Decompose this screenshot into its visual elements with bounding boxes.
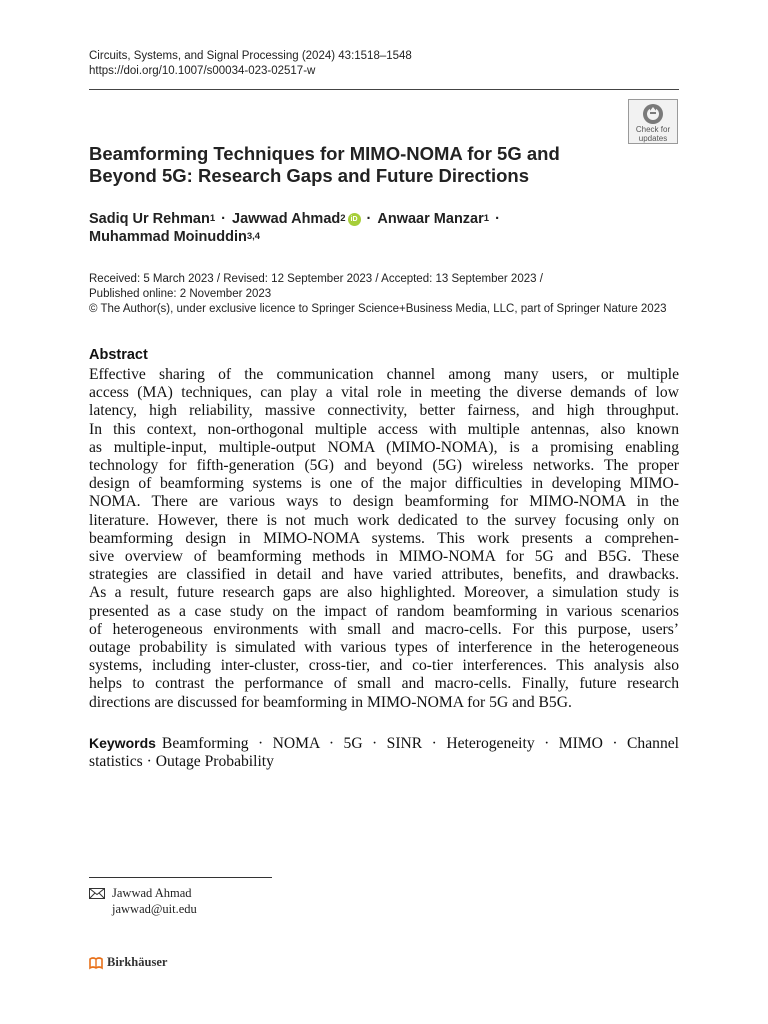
abstract-heading: Abstract <box>89 347 148 363</box>
author-name[interactable]: Jawwad Ahmad <box>232 211 341 227</box>
abstract-line: directions are discussed for beamforming in MIMO-NOMA for 5G and B5G. <box>89 693 572 711</box>
dates-line-1: Received: 5 March 2023 / Revised: 12 September 2023 / Accepted: 13 September 2023 / <box>89 273 543 285</box>
journal-header <box>89 49 412 79</box>
abstract-line: systems, including inter-cluster, cross-tier, and co-tier interferences. This analysis also <box>89 657 679 675</box>
abstract-line: beamforming design in MIMO-NOMA systems. This work presents a comprehen- <box>89 529 679 547</box>
abstract-line: technology for fifth-generation (5G) and beyond (5G) wireless networks. The proper <box>89 457 679 475</box>
keywords-line-2: statistics · Outage Probability <box>89 753 274 771</box>
abstract-body <box>89 366 679 712</box>
keywords-line-1: Beamforming · NOMA · 5G · SINR · Heterogeneity · MIMO · Channel <box>161 735 679 752</box>
journal-citation: Circuits, Systems, and Signal Processing (2024) 43:1518–1548 <box>89 50 412 62</box>
badge-line-2: updates <box>638 134 668 143</box>
abstract-line: latency, high reliability, massive connectivity, better fairness, and high throughput. <box>89 402 679 420</box>
publication-history <box>89 272 667 317</box>
abstract-line: NOMA. There are various ways to design beamforming for MIMO-NOMA in the <box>89 493 679 511</box>
badge-line-1: Check for <box>635 125 671 134</box>
abstract-line: outage probability is simulated with various types of interference in the heterogeneous <box>89 639 679 657</box>
dates-line-2: Published online: 2 November 2023 <box>89 288 272 300</box>
paper-title <box>89 143 609 187</box>
abstract-line: helps to contrast the performance of small and macro-cells. Finally, future research <box>89 675 679 693</box>
corresponding-author <box>89 886 197 917</box>
title-line-1: Beamforming Techniques for MIMO-NOMA for 5G and <box>89 143 560 164</box>
keywords-label: Keywords <box>89 735 156 751</box>
abstract-line: literature. However, there is not much work dedicated to the survey focusing only on <box>89 511 679 529</box>
journal-doi[interactable]: https://doi.org/10.1007/s00034-023-02517-w <box>89 65 316 77</box>
footnote-divider <box>89 877 272 878</box>
author-name[interactable]: Sadiq Ur Rehman <box>89 211 210 227</box>
abstract-line: design of beamforming systems is one of the major difficulties in developing MIMO- <box>89 475 679 493</box>
abstract-line: Effective sharing of the communication channel among many users, or multiple <box>89 366 679 383</box>
abstract-line: as multiple-input, multiple-output NOMA (MIMO-NOMA), is a promising enabling <box>89 438 679 456</box>
title-line-2: Beyond 5G: Research Gaps and Future Directions <box>89 165 529 186</box>
contact-name: Jawwad Ahmad <box>112 886 192 900</box>
check-for-updates-badge[interactable] <box>628 99 678 144</box>
publisher-name: Birkhäuser <box>107 955 168 969</box>
author-name[interactable]: Muhammad Moinuddin <box>89 229 247 245</box>
author-list: Sadiq Ur Rehman 1 · Jawwad Ahmad 2 iD · Anwaar Manzar 1 · Muhammad Moinuddin 3,4 <box>89 211 500 245</box>
abstract-line: sive overview of beamforming methods in MIMO-NOMA for 5G and B5G. These <box>89 548 679 566</box>
abstract-line: access (MA) techniques, can play a vital role in meeting the diverse demands of low <box>89 384 679 402</box>
abstract-line: of heterogeneous environments with small and macro-cells. For this purpose, users’ <box>89 620 679 638</box>
check-for-updates-icon <box>641 103 665 125</box>
birkhauser-logo-icon <box>89 956 103 970</box>
abstract-line: In this context, non-orthogonal multiple access with multiple antennas, also known <box>89 420 679 438</box>
contact-email[interactable]: jawwad@uit.edu <box>112 901 197 916</box>
author-name[interactable]: Anwaar Manzar <box>377 211 484 227</box>
abstract-line: strategies are classified in detail and have varied attributes, benefits, and drawbacks. <box>89 566 679 584</box>
author-separator: · <box>495 211 500 227</box>
abstract-line: presented as a case study on the impact of random beamforming in various scenarios <box>89 602 679 620</box>
publisher-logo <box>89 955 167 970</box>
orcid-icon[interactable]: iD <box>348 213 361 226</box>
abstract-line: As a result, future research gaps are also highlighted. Moreover, a simulation study is <box>89 584 679 602</box>
author-separator: · <box>221 211 226 227</box>
envelope-icon <box>89 888 105 899</box>
copyright-line: © The Author(s), under exclusive licence to Springer Science+Business Media, LLC, part of Springer Nature 2023 <box>89 303 667 315</box>
author-separator: · <box>366 211 372 227</box>
header-divider <box>89 89 679 90</box>
keywords-section <box>89 734 679 771</box>
